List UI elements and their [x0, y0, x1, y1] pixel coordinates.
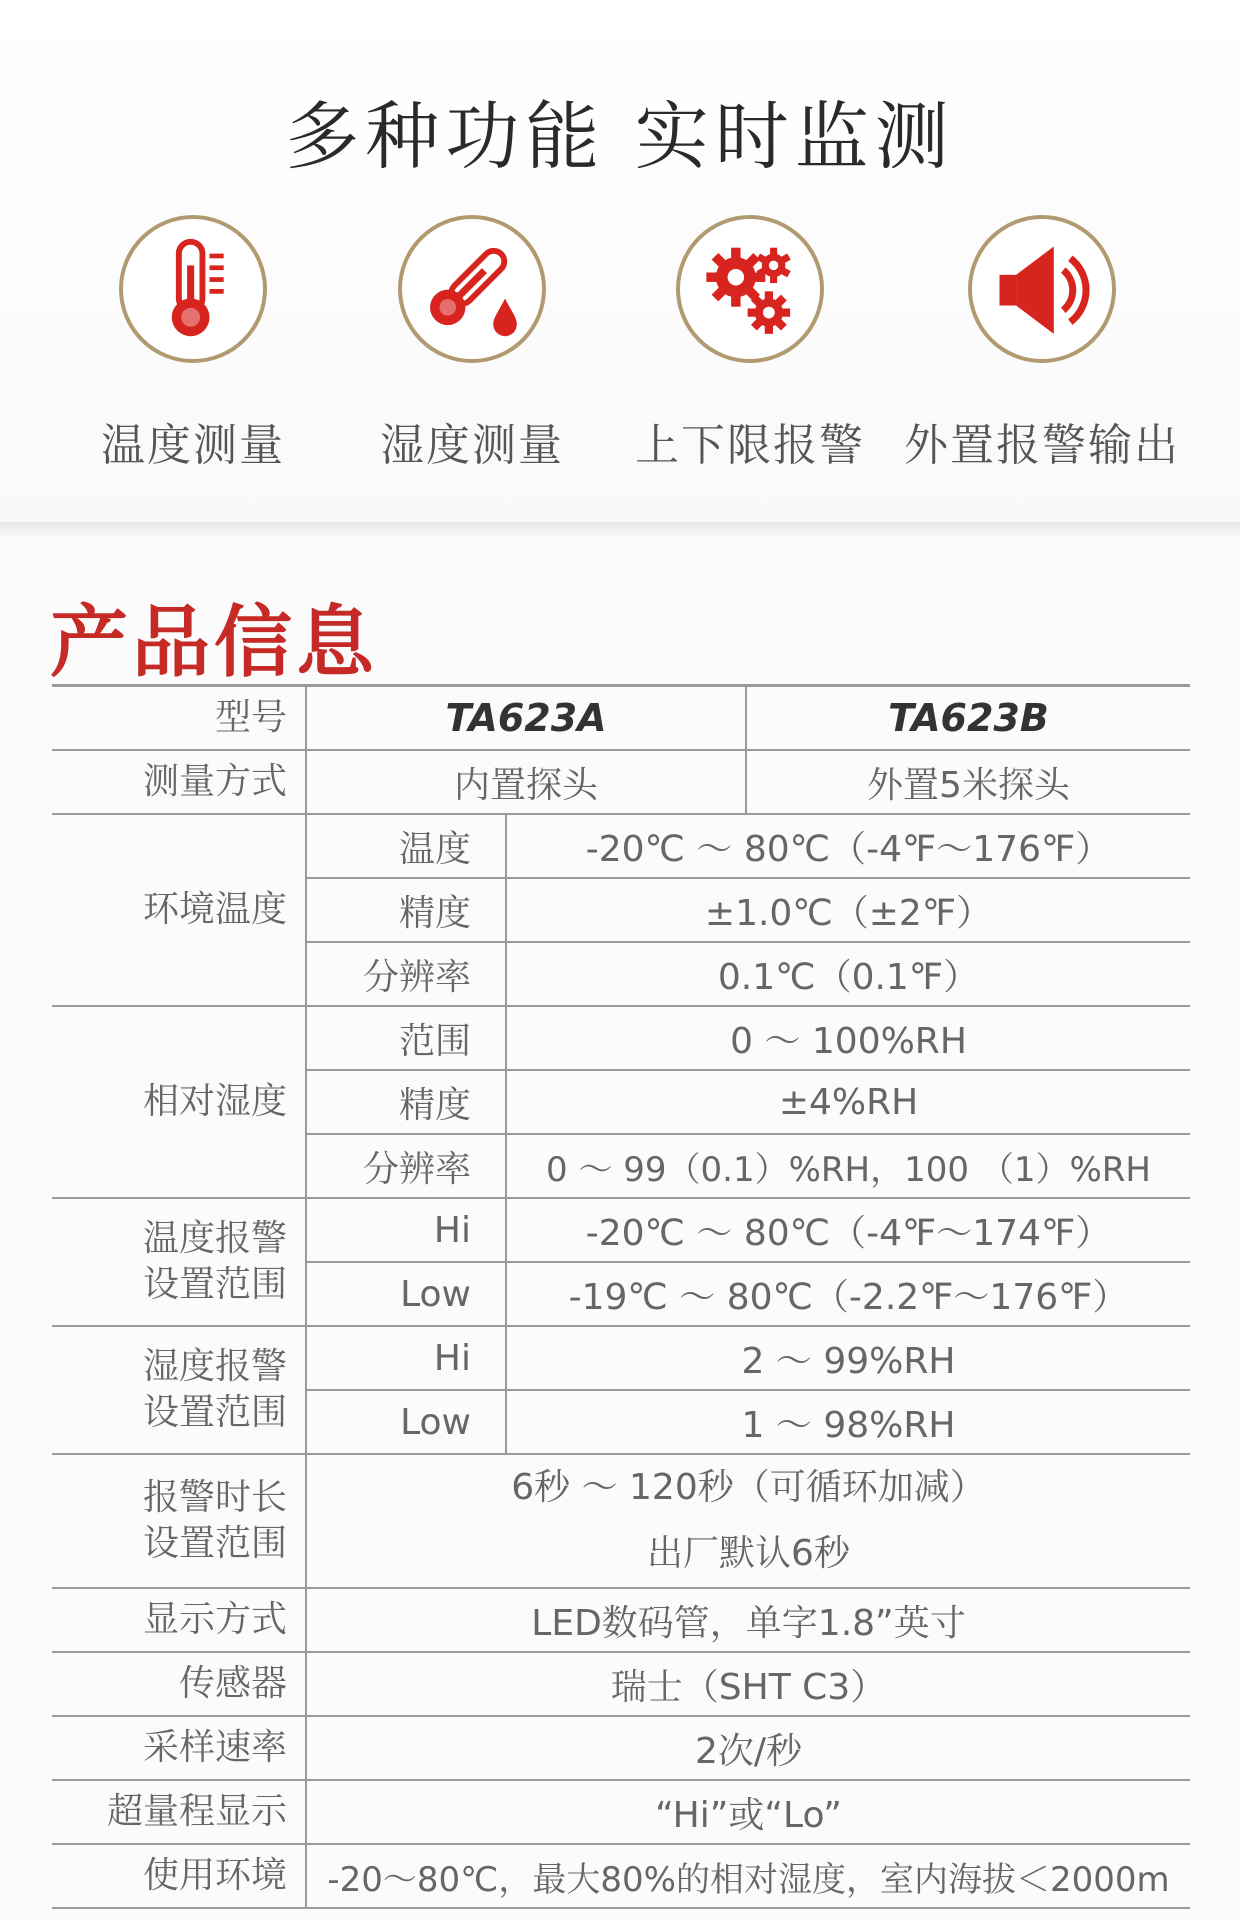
row-label-humidity-alarm: [52, 1326, 306, 1454]
table-row: [52, 1588, 1190, 1652]
value-cell: 瑞士（SHT C3）: [306, 1652, 1190, 1716]
value-cell: 0 ～ 100%RH: [506, 1006, 1190, 1070]
label-line: 报警时长: [142, 1477, 287, 1518]
feature-label: 外置报警输出: [904, 420, 1180, 471]
sub-label: Hi: [306, 1198, 506, 1262]
sub-label: 精度: [306, 1070, 506, 1134]
row-label-over-range: 超量程显示: [52, 1780, 306, 1844]
label-line: 设置范围: [142, 1264, 287, 1305]
sub-label: 分辨率: [306, 942, 506, 1006]
hero-title: 多种功能 实时监测: [285, 94, 955, 180]
thermometer-droplet-icon: [413, 230, 531, 348]
table-row: [52, 686, 1190, 751]
section-title: 产品信息: [50, 598, 379, 688]
feature-label: 温度测量: [101, 420, 285, 471]
value-line: 出厂默认6秒: [647, 1533, 850, 1574]
row-label-display: 显示方式: [52, 1588, 306, 1652]
row-label-sensor: 传感器: [52, 1652, 306, 1716]
feature-icon-ring: [119, 215, 267, 363]
feature-alarm-limits: [605, 215, 895, 473]
feature-icon-ring: [968, 215, 1116, 363]
speaker-icon: [983, 230, 1101, 348]
value-cell: “Hi”或“Lo”: [306, 1780, 1190, 1844]
feature-temperature: [48, 215, 338, 473]
sub-label: 分辨率: [306, 1134, 506, 1198]
table-row: [52, 1652, 1190, 1716]
feature-humidity: [327, 215, 617, 473]
table-row: [52, 750, 1190, 814]
model-b: TA623B: [746, 686, 1190, 751]
thermometer-icon: [134, 230, 252, 348]
value-cell: 0.1℃（0.1℉）: [506, 942, 1190, 1006]
row-label-temp-alarm: [52, 1198, 306, 1326]
gears-icon: [691, 230, 809, 348]
row-label-humidity: 相对湿度: [52, 1006, 306, 1198]
sub-label: Hi: [306, 1326, 506, 1390]
method-a: 内置探头: [306, 750, 746, 814]
value-cell: -20℃ ～ 80℃（-4℉～176℉）: [506, 814, 1190, 878]
row-label-method: 测量方式: [52, 750, 306, 814]
sub-label: Low: [306, 1390, 506, 1454]
row-label-model: 型号: [52, 686, 306, 751]
feature-label: 上下限报警: [635, 420, 865, 471]
value-cell: 2 ～ 99%RH: [506, 1326, 1190, 1390]
sub-label: 精度: [306, 878, 506, 942]
table-row: [52, 1780, 1190, 1844]
table-row: [52, 1716, 1190, 1780]
value-line: 6秒 ～ 120秒（可循环加减）: [511, 1467, 986, 1508]
model-a: TA623A: [306, 686, 746, 751]
table-row: [52, 1198, 1190, 1262]
table-row: [52, 1844, 1190, 1908]
features-panel: [0, 0, 1240, 525]
sub-label: 温度: [306, 814, 506, 878]
value-cell: -20℃ ～ 80℃（-4℉～174℉）: [506, 1198, 1190, 1262]
section-divider: [0, 522, 1240, 536]
table-row: [52, 814, 1190, 878]
method-b: 外置5米探头: [746, 750, 1190, 814]
value-cell: ±1.0℃（±2℉）: [506, 878, 1190, 942]
row-label-alarm-duration: [52, 1454, 306, 1588]
row-label-environment: 使用环境: [52, 1844, 306, 1908]
feature-icon-ring: [398, 215, 546, 363]
value-cell: 0 ～ 99（0.1）%RH，100 （1）%RH: [506, 1134, 1190, 1198]
value-cell: ±4%RH: [506, 1070, 1190, 1134]
sub-label: 范围: [306, 1006, 506, 1070]
feature-icon-ring: [676, 215, 824, 363]
row-label-sample-rate: 采样速率: [52, 1716, 306, 1780]
table-row: [52, 1326, 1190, 1390]
feature-external-alarm: [897, 215, 1187, 473]
label-line: 设置范围: [142, 1392, 287, 1433]
spec-table: [52, 684, 1190, 1909]
value-cell: [306, 1454, 1190, 1588]
value-cell: 1 ～ 98%RH: [506, 1390, 1190, 1454]
sub-label: Low: [306, 1262, 506, 1326]
feature-label: 湿度测量: [380, 420, 564, 471]
value-cell: LED数码管，单字1.8”英寸: [306, 1588, 1190, 1652]
row-label-ambient-temp: 环境温度: [52, 814, 306, 1006]
table-row: [52, 1454, 1190, 1588]
value-cell: -20～80℃，最大80%的相对湿度，室内海拔＜2000m: [306, 1844, 1190, 1908]
table-row: [52, 1006, 1190, 1070]
value-cell: 2次/秒: [306, 1716, 1190, 1780]
label-line: 温度报警: [142, 1218, 287, 1259]
label-line: 湿度报警: [142, 1346, 287, 1387]
label-line: 设置范围: [142, 1523, 287, 1564]
value-cell: -19℃ ～ 80℃（-2.2℉～176℉）: [506, 1262, 1190, 1326]
